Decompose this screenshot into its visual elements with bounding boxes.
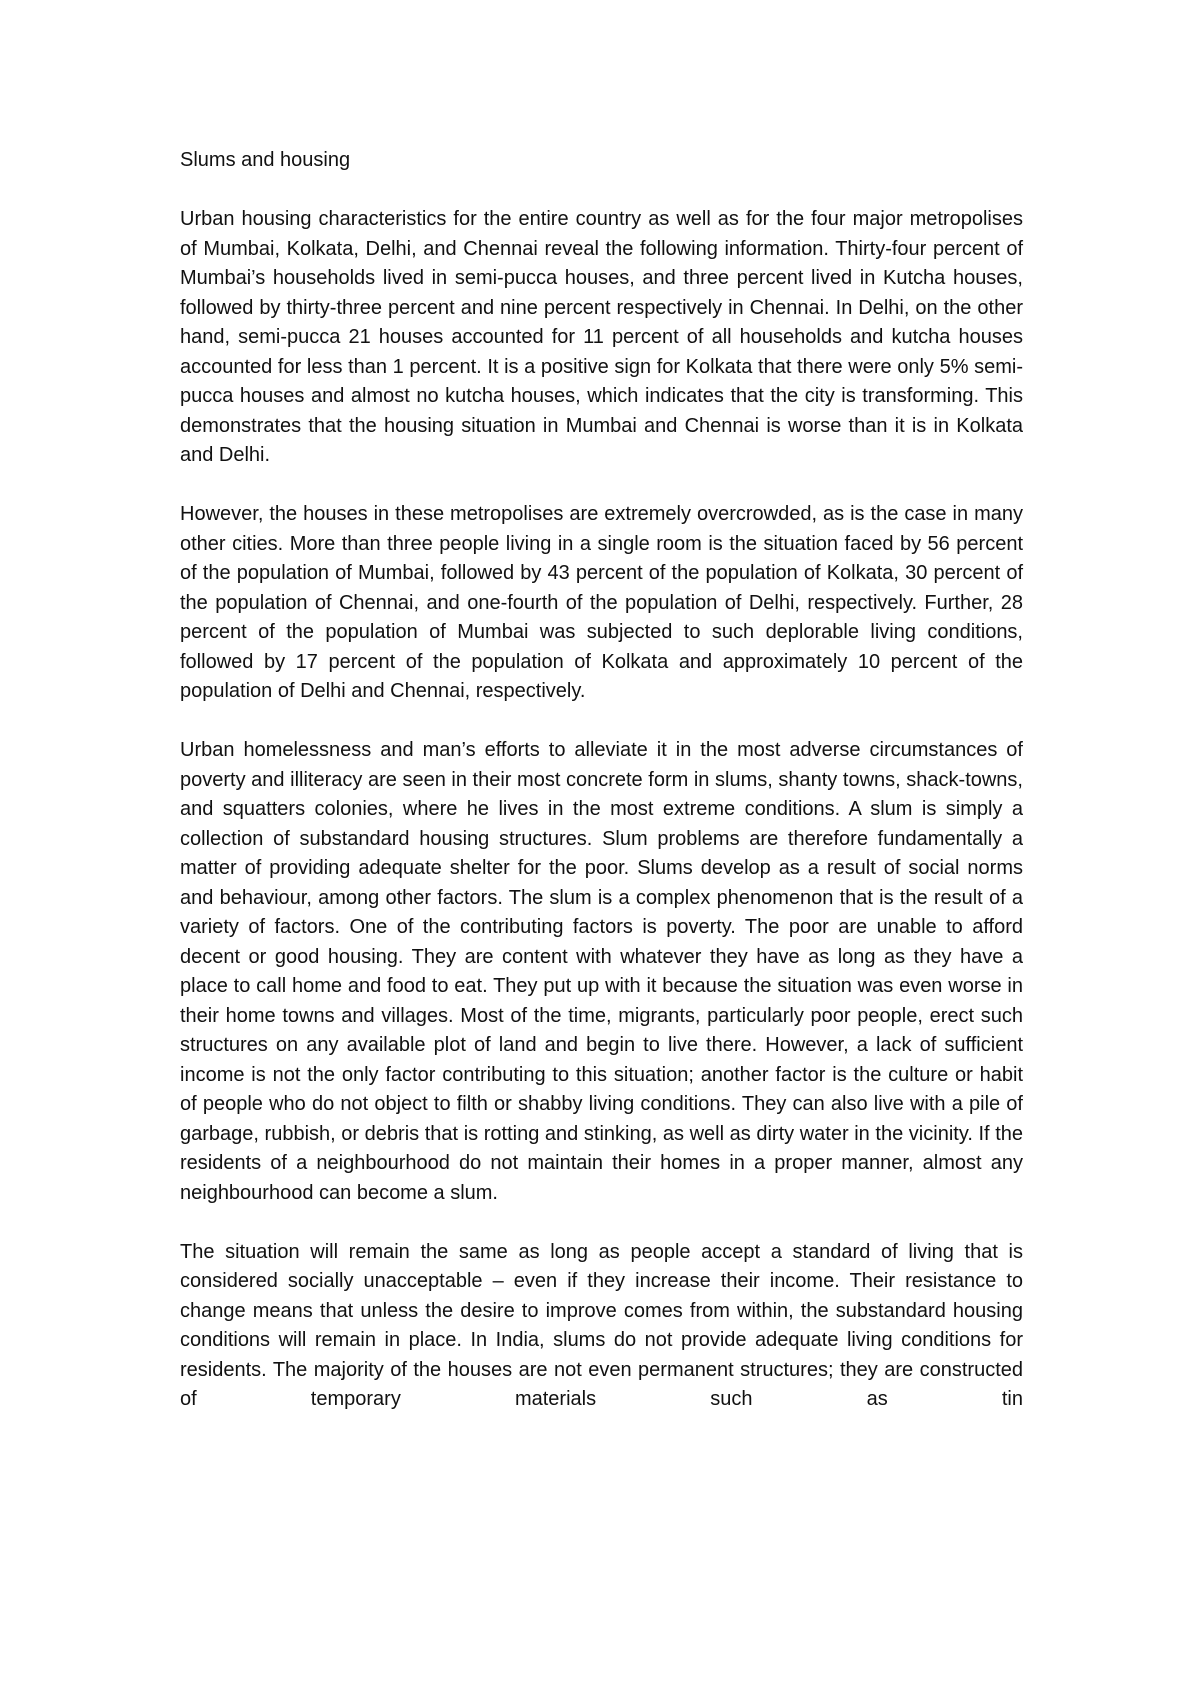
paragraph-overcrowding: However, the houses in these metropolises are extremely overcrowded, as is the case in many other cities. More than three people living in a single room is the situation faced by 56 percent of the population of Mumbai, followed by 43 percent of the population of Kolkata, 30 percent of the population of Chennai, and one-fourth of the population of Delhi, respectively. Further, 28 percent of the population of Mumbai was subjected to such deplorable living conditions, followed by 17 percent of the population of Kolkata and approximately 10 percent of the population of Delhi and Chennai, respectively. — [180, 503, 1023, 702]
paragraph-housing-characteristics: Urban housing characteristics for the entire country as well as for the four major metropolises of Mumbai, Kolkata, Delhi, and Chennai reveal the following information. Thirty-four percent of Mumbai’s households lived in semi-pucca houses, and three percent lived in Kutcha houses, followed by thirty-three percent and nine percent respectively in Chennai. In Delhi, on the other hand, semi-pucca 21 houses accounted for 11 percent of all households and kutcha houses accounted for less than 1 percent. It is a positive sign for Kolkata that there were only 5% semi-pucca houses and almost no kutcha houses, which indicates that the city is transforming. This demonstrates that the housing situation in Mumbai and Chennai is worse than it is in Kolkata and Delhi. — [180, 208, 1023, 466]
paragraph-living-standards: The situation will remain the same as long as people accept a standard of living that is considered socially unacceptable – even if they increase their income. Their resistance to change means that unless the desire to improve comes from within, the substandard housing conditions will remain in place. In India, slums do not provide adequate living conditions for residents. The majority of the houses are not even permanent structures; they are constructed of temporary materials such as tin — [180, 1240, 1023, 1410]
document-title: Slums and housing — [180, 149, 351, 171]
paragraph-urban-homelessness: Urban homelessness and man’s efforts to alleviate it in the most adverse circumstances of poverty and illiteracy are seen in their most concrete form in slums, shanty towns, shack-towns, and squatters colonies, where he lives in the most extreme conditions. A slum is simply a collection of substandard housing structures. Slum problems are therefore fundamentally a matter of providing adequate shelter for the poor. Slums develop as a result of social norms and behaviour, among other factors. The slum is a complex phenomenon that is the result of a variety of factors. One of the contributing factors is poverty. The poor are unable to afford decent or good housing. They are content with whatever they have as long as they have a place to call home and food to eat. They put up with it because the situation was even worse in their home towns and villages. Most of the time, migrants, particularly poor people, erect such structures on any available plot of land and begin to live there. However, a lack of sufficient income is not the only factor contributing to this situation; another factor is the culture or habit of people who do not object to filth or shabby living conditions. They can also live with a pile of garbage, rubbish, or debris that is rotting and stinking, as well as dirty water in the vicinity. If the residents of a neighbourhood do not maintain their homes in a proper manner, almost any neighbourhood can become a slum. — [180, 739, 1023, 1204]
document-body — [180, 146, 1023, 1415]
